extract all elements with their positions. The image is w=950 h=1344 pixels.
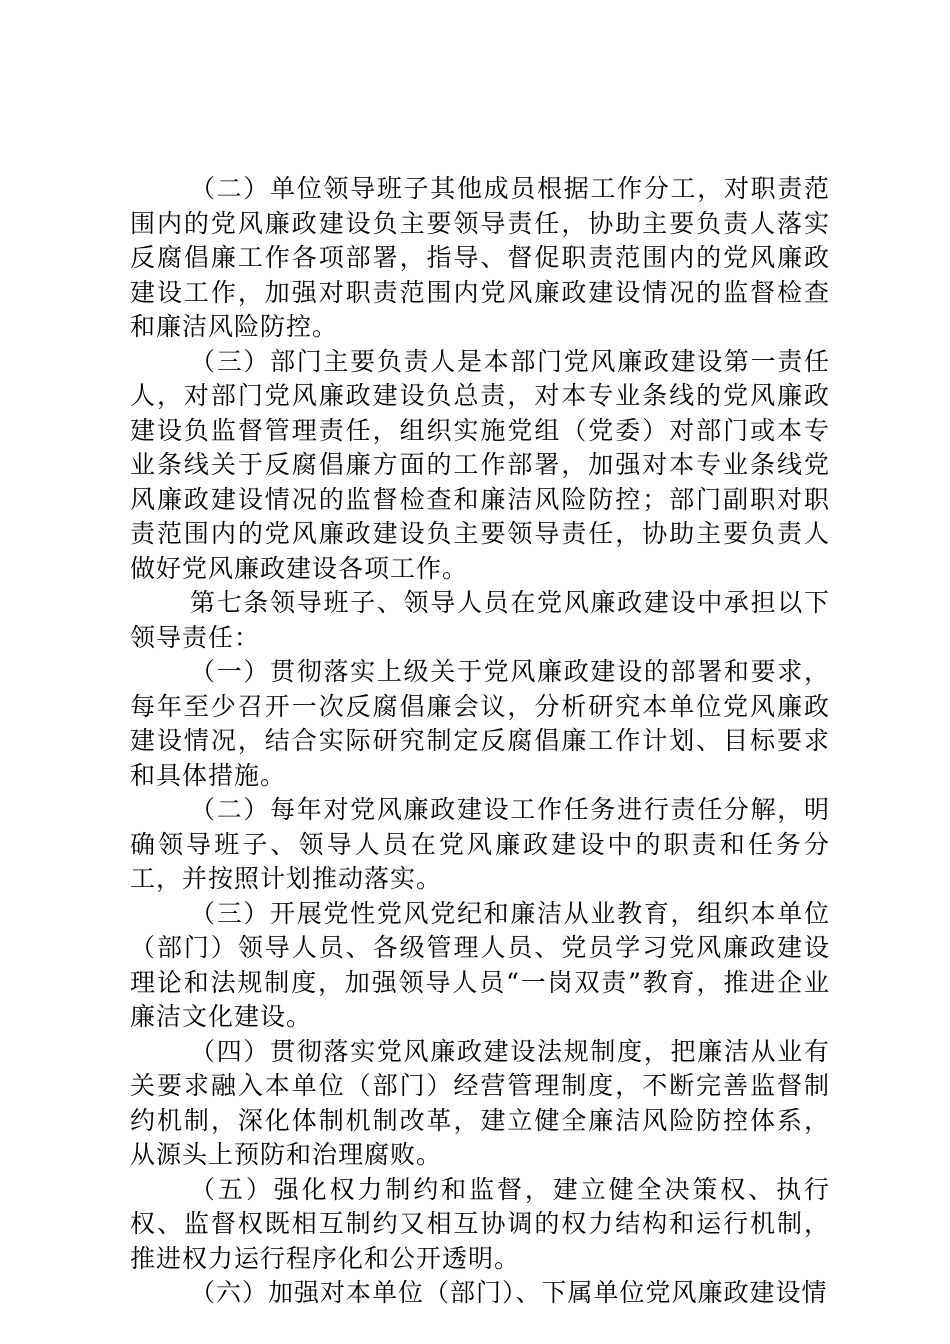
paragraph-item-1-implement: （一）贯彻落实上级关于党风廉政建设的部署和要求，每年至少召开一次反腐倡廉会议，分析研究本单位党风廉政建设情况，结合实际研究制定反腐倡廉工作计划、目标要求和具体措施。 <box>130 657 830 790</box>
paragraph-item-2-scope: （二）单位领导班子其他成员根据工作分工，对职责范围内的党风廉政建设负主要领导责任，协助主要负责人落实反腐倡廉工作各项部署，指导、督促职责范围内的党风廉政建设工作，加强对职责范围内党风廉政建设情况的监督检查和廉洁风险防控。 <box>130 174 830 341</box>
paragraph-item-5-power-control: （五）强化权力制约和监督，建立健全决策权、执行权、监督权既相互制约又相互协调的权力结构和运行机制，推进权力运行程序化和公开透明。 <box>130 1174 830 1273</box>
paragraph-item-2-decompose: （二）每年对党风廉政建设工作任务进行责任分解，明确领导班子、领导人员在党风廉政建设中的职责和任务分工，并按照计划推动落实。 <box>130 795 830 893</box>
paragraph-item-4-regulations: （四）贯彻落实党风廉政建设法规制度，把廉洁从业有关要求融入本单位（部门）经营管理制度，不断完善监督制约机制，深化体制机制改革，建立健全廉洁风险防控体系，从源头上预防和治理腐败。 <box>130 1036 830 1169</box>
document-body <box>130 172 830 1311</box>
paragraph-item-3-department-head: （三）部门主要负责人是本部门党风廉政建设第一责任人，对部门党风廉政建设负总责，对本专业条线的党风廉政建设负监督管理责任，组织实施党组（党委）对部门或本专业条线关于反腐倡廉方面的工作部署，加强对本专业条线党风廉政建设情况的监督检查和廉洁风险防控；部门副职对职责范围内的党风廉政建设负主要领导责任，协助主要负责人做好党风廉政建设各项工作。 <box>130 346 830 583</box>
paragraph-article-7: 第七条领导班子、领导人员在党风廉政建设中承担以下领导责任： <box>130 588 830 652</box>
paragraph-item-3-education: （三）开展党性党风党纪和廉洁从业教育，组织本单位（部门）领导人员、各级管理人员、党员学习党风廉政建设理论和法规制度，加强领导人员“一岗双责”教育，推进企业廉洁文化建设。 <box>130 898 830 1031</box>
paragraph-item-6-supervision: （六）加强对本单位（部门）、下属单位党风廉政建设情 <box>190 1278 828 1307</box>
